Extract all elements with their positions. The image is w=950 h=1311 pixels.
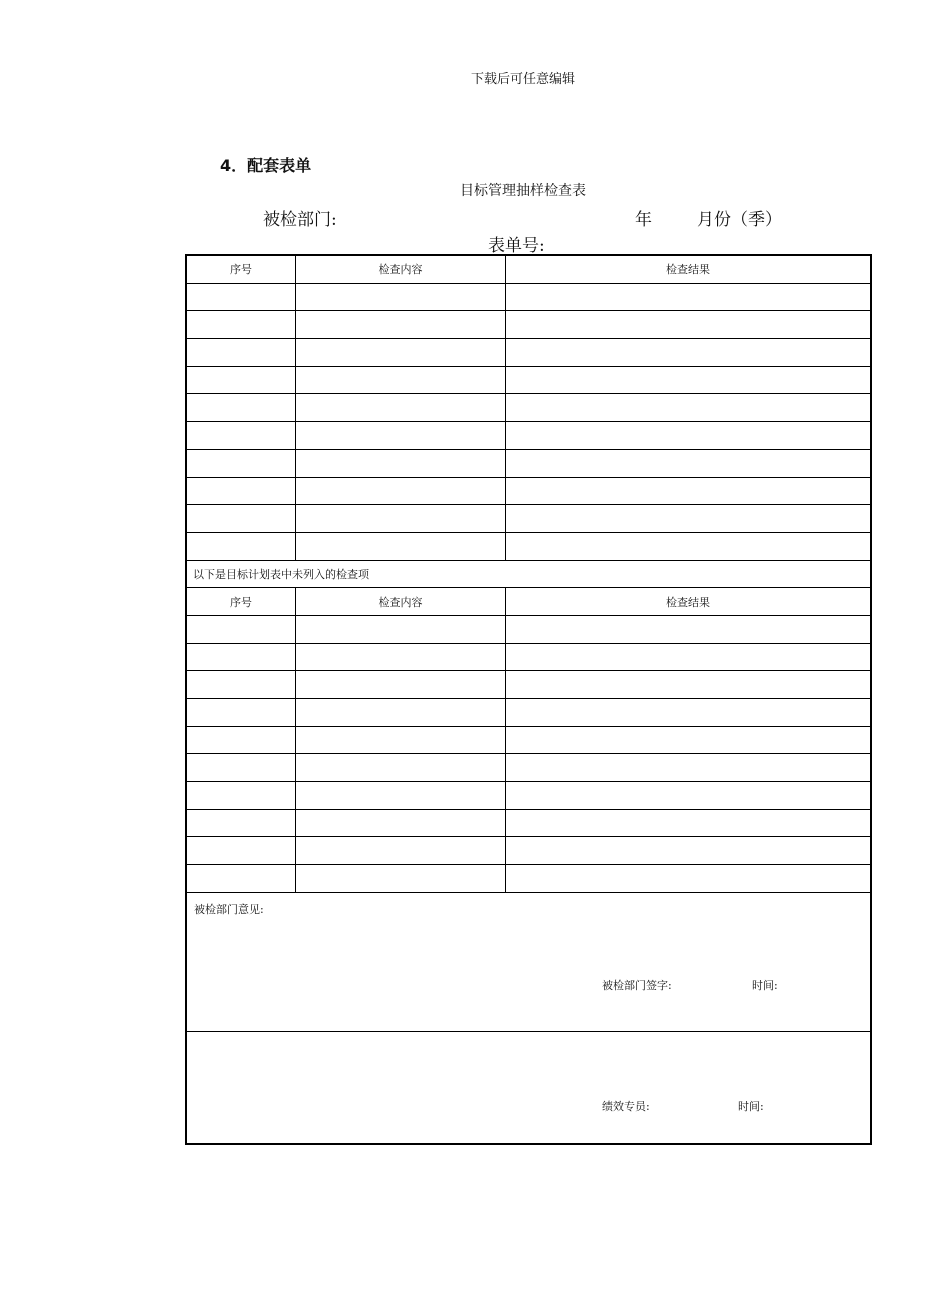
performance-time-label: 时间: (738, 1099, 764, 1113)
table-row (187, 810, 870, 838)
result-cell[interactable] (506, 699, 870, 726)
result-cell[interactable] (506, 505, 870, 532)
performance-block (187, 1032, 870, 1143)
column-header-result: 检查结果 (666, 263, 710, 277)
content-cell[interactable] (296, 837, 506, 864)
table-row (187, 727, 870, 755)
inspection-table (185, 254, 872, 1145)
index-cell[interactable] (187, 616, 296, 643)
content-cell[interactable] (296, 422, 506, 449)
table-row (187, 505, 870, 533)
index-cell[interactable] (187, 699, 296, 726)
column-header-result: 检查结果 (666, 595, 710, 609)
table-row (187, 533, 870, 561)
section1-body (187, 284, 870, 561)
index-cell[interactable] (187, 865, 296, 892)
section-heading: 4．配套表单 (220, 156, 312, 175)
index-cell[interactable] (187, 478, 296, 505)
index-cell[interactable] (187, 450, 296, 477)
index-cell[interactable] (187, 837, 296, 864)
index-cell[interactable] (187, 782, 296, 809)
performance-specialist-label: 绩效专员: (602, 1099, 650, 1113)
result-cell[interactable] (506, 339, 870, 366)
table-row (187, 422, 870, 450)
table-row (187, 616, 870, 644)
content-cell[interactable] (296, 394, 506, 421)
content-cell[interactable] (296, 727, 506, 754)
table-row (187, 644, 870, 672)
table-row (187, 367, 870, 395)
index-cell[interactable] (187, 284, 296, 311)
column-header-content: 检查内容 (296, 256, 506, 283)
table-row (187, 450, 870, 478)
index-cell[interactable] (187, 671, 296, 698)
index-cell[interactable] (187, 754, 296, 781)
table-header-row-2 (187, 588, 870, 616)
result-cell[interactable] (506, 367, 870, 394)
inspected-dept-label: 被检部门: (263, 210, 337, 230)
index-cell[interactable] (187, 810, 296, 837)
index-cell[interactable] (187, 367, 296, 394)
result-cell[interactable] (506, 311, 870, 338)
table-row (187, 671, 870, 699)
content-cell[interactable] (296, 450, 506, 477)
content-cell[interactable] (296, 311, 506, 338)
content-cell[interactable] (296, 810, 506, 837)
table-row (187, 339, 870, 367)
result-cell[interactable] (506, 478, 870, 505)
form-title: 目标管理抽样检查表 (460, 183, 586, 199)
form-number-label: 表单号: (488, 236, 545, 256)
index-cell[interactable] (187, 505, 296, 532)
content-cell[interactable] (296, 782, 506, 809)
content-cell[interactable] (296, 644, 506, 671)
month-label: 月份（季） (697, 210, 782, 230)
index-cell[interactable] (187, 311, 296, 338)
table-header-row (187, 256, 870, 284)
result-cell[interactable] (506, 533, 870, 560)
unlisted-items-note: 以下是目标计划表中未列入的检查项 (187, 561, 870, 589)
result-cell[interactable] (506, 782, 870, 809)
table-row (187, 394, 870, 422)
result-cell[interactable] (506, 422, 870, 449)
result-cell[interactable] (506, 754, 870, 781)
content-cell[interactable] (296, 367, 506, 394)
index-cell[interactable] (187, 394, 296, 421)
table-row (187, 284, 870, 312)
table-row (187, 782, 870, 810)
content-cell[interactable] (296, 478, 506, 505)
result-cell[interactable] (506, 394, 870, 421)
content-cell[interactable] (296, 533, 506, 560)
table-row (187, 837, 870, 865)
column-header-index: 序号 (187, 256, 296, 283)
section2-body (187, 616, 870, 893)
content-cell[interactable] (296, 754, 506, 781)
header-note: 下载后可任意编辑 (470, 72, 575, 87)
opinion-block (187, 893, 870, 1032)
table-row (187, 865, 870, 893)
content-cell[interactable] (296, 865, 506, 892)
table-row (187, 478, 870, 506)
result-cell[interactable] (506, 727, 870, 754)
content-cell[interactable] (296, 284, 506, 311)
signature-label: 被检部门签字: (602, 978, 672, 992)
table-row (187, 754, 870, 782)
content-cell[interactable] (296, 505, 506, 532)
content-cell[interactable] (296, 699, 506, 726)
result-cell[interactable] (506, 837, 870, 864)
content-cell[interactable] (296, 339, 506, 366)
table-row (187, 699, 870, 727)
content-cell[interactable] (296, 671, 506, 698)
index-cell[interactable] (187, 422, 296, 449)
index-cell[interactable] (187, 339, 296, 366)
result-cell[interactable] (506, 865, 870, 892)
content-cell[interactable] (296, 616, 506, 643)
year-label: 年 (635, 210, 652, 230)
result-cell[interactable] (506, 644, 870, 671)
index-cell[interactable] (187, 533, 296, 560)
index-cell[interactable] (187, 644, 296, 671)
table-row (187, 311, 870, 339)
index-cell[interactable] (187, 727, 296, 754)
result-cell[interactable] (506, 450, 870, 477)
result-cell[interactable] (506, 671, 870, 698)
column-header-content: 检查内容 (296, 588, 506, 615)
opinion-label: 被检部门意见: (194, 902, 264, 916)
result-cell[interactable] (506, 284, 870, 311)
opinion-time-label: 时间: (752, 978, 778, 992)
result-cell[interactable] (506, 616, 870, 643)
column-header-index: 序号 (187, 588, 296, 615)
result-cell[interactable] (506, 810, 870, 837)
